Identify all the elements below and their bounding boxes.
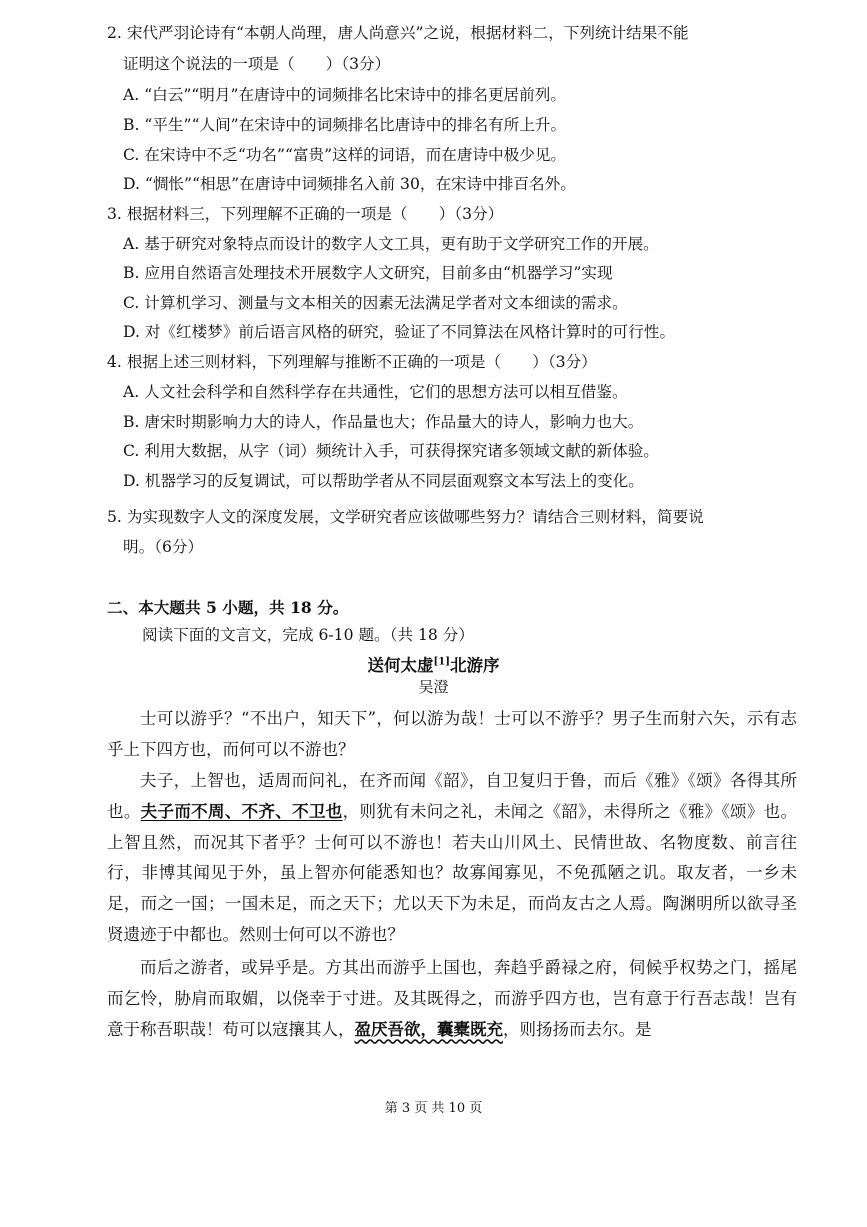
q3-stem: 3. 根据材料三，下列理解不正确的一项是（ ）（3分）	[107, 205, 504, 223]
section-heading: 二、本大题共 5 小题，共 18 分。	[107, 598, 349, 617]
paragraph-2-text-a: 夫子，上智也，适周而问礼，在齐而闻《韶》，自卫复归于鲁，而后《雅》《颂》各得其所也。	[107, 771, 797, 821]
q2-stem-line2: 证明这个说法的一项是（ ）（3分）	[123, 55, 391, 73]
passage-paragraph-2	[107, 766, 797, 951]
q5-line1: 5. 为实现数字人文的深度发展，文学研究者应该做哪些努力？请结合三则材料，简要说	[107, 508, 704, 526]
q4-stem: 4. 根据上述三则材料，下列理解与推断不正确的一项是（ ）（3分）	[107, 353, 597, 371]
q3-option-a: A. 基于研究对象特点而设计的数字人文工具，更有助于文学研究工作的开展。	[123, 235, 659, 253]
q2-option-b: B. “平生”“人间”在宋诗中的词频排名比唐诗中的排名有所上升。	[123, 116, 567, 134]
section-instruction: 阅读下面的文言文，完成 6-10 题。（共 18 分）	[142, 626, 474, 644]
q4-option-d: D. 机器学习的反复调试，可以帮助学者从不同层面观察文本写法上的变化。	[123, 472, 644, 490]
q4-option-b: B. 唐宋时期影响力大的诗人，作品量也大；作品量大的诗人，影响力也大。	[123, 413, 644, 431]
passage-paragraph-3	[107, 953, 797, 1045]
q3-option-b: B. 应用自然语言处理技术开展数字人文研究，目前多由“机器学习”实现	[123, 264, 613, 282]
q3-option-c: C. 计算机学习、测量与文本相关的因素无法满足学者对文本细读的需求。	[123, 294, 628, 312]
q4-option-a: A. 人文社会科学和自然科学存在共通性，它们的思想方法可以相互借鉴。	[123, 383, 628, 401]
footnote-marker: [1]	[433, 656, 450, 668]
q2-option-c: C. 在宋诗中不乏“功名”“富贵”这样的词语，而在唐诗中极少见。	[123, 146, 567, 164]
passage-title	[0, 652, 867, 676]
paragraph-3-text-a: 而后之游者，或异乎是。方其出而游乎上国也，奔趋乎爵禄之府，伺候乎权势之门，摇尾而乞怜，胁肩而取媚，以侥幸于寸进。及其既得之，而游乎四方也，岂有意于行吾志哉！岂有意于称吾职哉！苟可以寇攘其人，	[107, 958, 797, 1039]
q3-option-d: D. 对《红楼梦》前后语言风格的研究，验证了不同算法在风格计算时的可行性。	[123, 323, 676, 341]
passage-author: 吴澄	[418, 678, 449, 696]
underlined-phrase: 盈厌吾欲，囊橐既充	[354, 1019, 503, 1039]
q5-line2: 明。（6分）	[123, 538, 204, 556]
passage-paragraph-1: 士可以游乎？“不出户，知天下”，何以游为哉！士可以不游乎？男子生而射六矢，示有志乎上下四方也，而何可以不游也？	[107, 709, 797, 759]
underlined-sentence: 夫子而不周、不齐、不卫也	[140, 801, 343, 821]
passage-title-part2: 北游序	[449, 656, 500, 675]
paragraph-3-text-b: ，则扬扬而去尔。是	[503, 1019, 652, 1039]
q2-option-d: D. “惆怅”“相思”在唐诗中词频排名入前 30，在宋诗中排百名外。	[123, 175, 576, 193]
paragraph-2-text-b: ，则犹有未问之礼，未闻之《韶》，未得所之《雅》《颂》也。上智且然，而况其下者乎？士何可以不游也！若夫山川风土、民情世故、名物度数、前言往行，非博其闻见于外，虽上智亦何能悉知也？故寡闻寡见，不免孤陋之讥。取友者，一乡未足，而之一国；一国未足，而之天下；尤以天下为未足，而尚友古之人焉。陶渊明所以欲寻圣贤遗迹于中都也。然则士何可以不游也？	[107, 801, 798, 944]
passage-title-part1: 送何太虚	[367, 656, 434, 675]
q4-option-c: C. 利用大数据，从字（词）频统计入手，可获得探究诸多领域文献的新体验。	[123, 442, 659, 460]
q2-option-a: A. “白云”“明月”在唐诗中的词频排名比宋诗中的排名更居前列。	[123, 86, 566, 104]
page-number: 第 3 页 共 10 页	[384, 1101, 483, 1116]
q2-stem-line1: 2. 宋代严羽论诗有“本朝人尚理，唐人尚意兴”之说，根据材料二，下列统计结果不能	[107, 24, 689, 42]
